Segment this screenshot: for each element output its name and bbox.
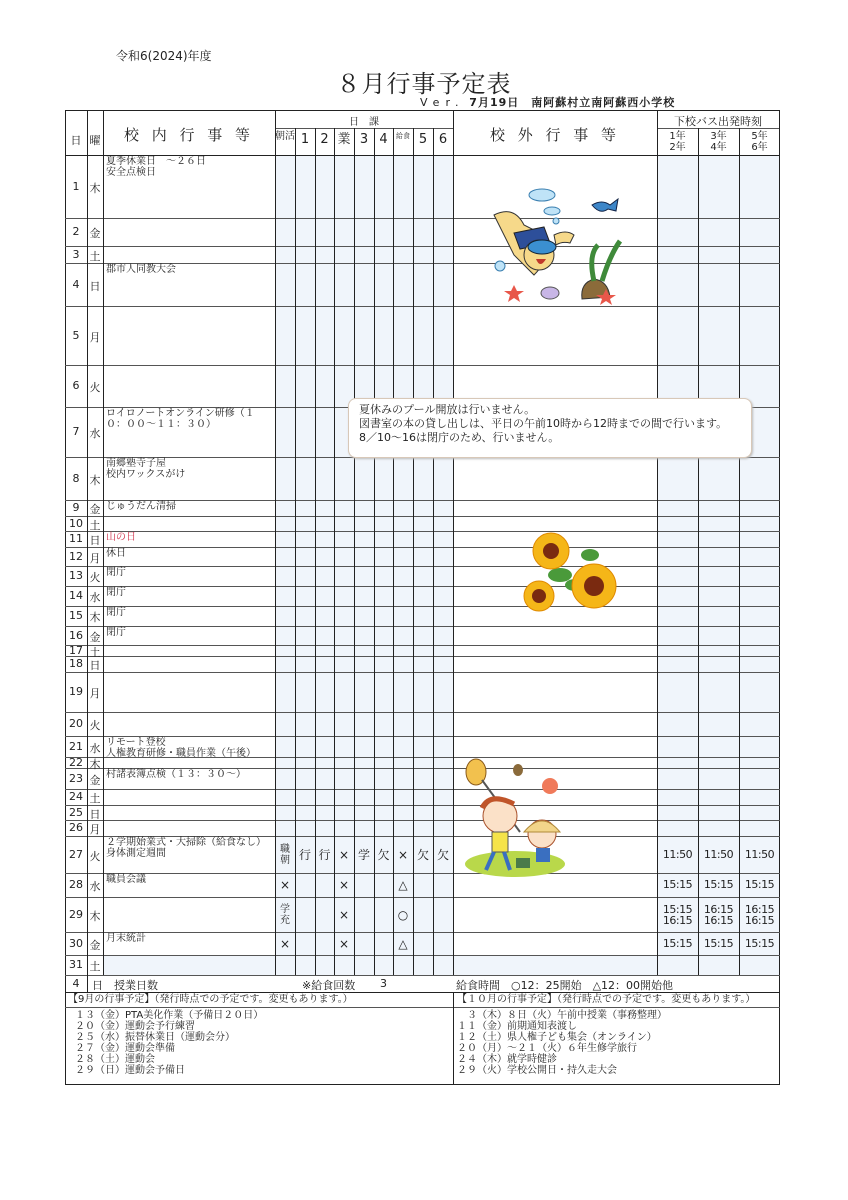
day-number: 9 bbox=[72, 501, 80, 514]
day-number: 30 bbox=[69, 936, 83, 950]
september-heading: 【9月の行事予定】（発行時点での予定です。変更もあります。） bbox=[68, 994, 353, 1005]
day-weekday: 金 bbox=[89, 503, 101, 516]
schedule-mark: × bbox=[338, 847, 350, 862]
footer-divider bbox=[453, 992, 454, 1085]
school-event: 職員会議 bbox=[106, 874, 146, 885]
column-line bbox=[453, 110, 454, 975]
day-number: 12 bbox=[69, 549, 83, 563]
school-event: リモート登校 人権教育研修・職員作業（午後） bbox=[106, 737, 256, 759]
day-number: 24 bbox=[69, 790, 83, 803]
day-weekday: 土 bbox=[89, 249, 101, 263]
day-weekday: 金 bbox=[89, 630, 101, 644]
bus-time: 15:15 16:15 bbox=[662, 902, 693, 927]
school-event: 郡市人同教大会 bbox=[106, 264, 176, 275]
bus-time: 11:50 bbox=[662, 847, 693, 861]
school-event: 休日 bbox=[106, 548, 126, 559]
column-line bbox=[657, 110, 658, 975]
day-weekday: 土 bbox=[89, 645, 101, 659]
day-number: 19 bbox=[69, 685, 83, 698]
bus-time: 15:15 bbox=[744, 878, 775, 891]
header-bus-grade: 3年 4年 bbox=[710, 131, 727, 153]
row-line bbox=[65, 218, 780, 219]
day-number: 10 bbox=[69, 516, 83, 530]
row-line bbox=[65, 306, 780, 307]
day-weekday: 水 bbox=[89, 880, 101, 893]
day-weekday: 土 bbox=[89, 518, 101, 532]
header-weekday: 曜 bbox=[89, 134, 101, 147]
schedule-mark: 職 朝 bbox=[280, 843, 290, 866]
version-label: Ver. bbox=[420, 96, 465, 109]
schedule-mark: △ bbox=[398, 936, 408, 951]
day-number: 18 bbox=[69, 657, 83, 670]
schedule-mark: × bbox=[338, 907, 350, 922]
row-line bbox=[65, 516, 780, 517]
header-period: 朝活 bbox=[275, 131, 295, 142]
row-line bbox=[65, 789, 780, 790]
day-number: 20 bbox=[69, 717, 83, 730]
school-event: ２学期始業式・大掃除（給食なし） 身体測定週間 bbox=[106, 837, 266, 859]
schedule-mark: × bbox=[279, 936, 291, 951]
header-schedule-group: 日 課 bbox=[349, 117, 379, 128]
sunflower-illustration bbox=[520, 530, 620, 620]
day-number: 16 bbox=[69, 628, 83, 642]
schedule-mark: 学 bbox=[357, 847, 370, 862]
lunch-count-value: 3 bbox=[380, 977, 387, 990]
day-weekday: 水 bbox=[89, 741, 101, 755]
kids-illustration bbox=[460, 752, 570, 882]
day-weekday: 日 bbox=[89, 534, 101, 547]
bus-time: 16:15 16:15 bbox=[703, 902, 734, 927]
notice-line: 図書室の本の貸し出しは、平日の午前10時から12時までの間で行います。 bbox=[359, 417, 728, 430]
schedule-mark: × bbox=[397, 847, 409, 862]
totals-divider bbox=[87, 975, 88, 992]
header-bus-grade: 5年 6年 bbox=[751, 131, 768, 153]
day-number: 29 bbox=[69, 907, 83, 921]
day-weekday: 木 bbox=[89, 473, 101, 487]
day-weekday: 土 bbox=[89, 960, 101, 973]
day-weekday: 土 bbox=[89, 792, 101, 805]
bus-time: 15:15 bbox=[703, 936, 734, 950]
row-line bbox=[65, 365, 780, 366]
bus-time: 11:50 bbox=[703, 847, 734, 861]
schedule-mark: × bbox=[338, 878, 350, 892]
schedule-mark: 欠 bbox=[436, 847, 449, 862]
day-weekday: 金 bbox=[89, 773, 101, 787]
bus-time: 15:15 bbox=[662, 878, 693, 891]
day-weekday: 火 bbox=[89, 719, 101, 732]
lunch-count-label: ※給食回数 bbox=[302, 979, 356, 992]
schedule-mark: 欠 bbox=[377, 847, 390, 862]
day-weekday: 火 bbox=[89, 381, 101, 394]
school-event: 閉庁 bbox=[106, 627, 126, 638]
row-line bbox=[65, 820, 780, 821]
fiscal-year: 令和6(2024)年度 bbox=[116, 49, 212, 63]
schedule-mark: 学 充 bbox=[280, 903, 290, 926]
september-item: ２７（金）運動会準備 bbox=[75, 1043, 175, 1054]
bus-time: 15:15 bbox=[703, 878, 734, 891]
day-number: 1 bbox=[72, 179, 80, 193]
school-event: 月末統計 bbox=[106, 933, 146, 944]
class-days-label: 日 授業日数 bbox=[92, 979, 158, 992]
day-number: 25 bbox=[69, 805, 83, 819]
day-number: 22 bbox=[69, 755, 83, 769]
day-weekday: 火 bbox=[89, 849, 101, 863]
day-weekday: 日 bbox=[89, 807, 101, 821]
bus-time: 16:15 16:15 bbox=[744, 902, 775, 927]
schedule-mark: 行 bbox=[298, 847, 311, 862]
october-item: １２（土）県人権子ども集会（オンライン） bbox=[457, 1032, 657, 1043]
day-number: 21 bbox=[69, 739, 83, 753]
row-line bbox=[65, 805, 780, 806]
day-weekday: 日 bbox=[89, 279, 101, 293]
october-item: １１（金）前期通知表渡し bbox=[457, 1021, 577, 1032]
school-event: 閉庁 bbox=[106, 567, 126, 578]
day-number: 27 bbox=[69, 847, 83, 861]
day-number: 7 bbox=[72, 425, 80, 438]
october-item: ２０（月）～２１（火）６年生修学旅行 bbox=[457, 1043, 637, 1054]
row-line bbox=[65, 656, 780, 657]
bus-time: 15:15 bbox=[744, 936, 775, 950]
school-event: 山の日 bbox=[106, 532, 136, 543]
header-period: 6 bbox=[438, 132, 448, 147]
header-period: 5 bbox=[418, 132, 428, 147]
row-line bbox=[65, 955, 780, 956]
schedule-mark: × bbox=[338, 936, 350, 951]
day-number: 15 bbox=[69, 609, 83, 622]
october-heading: 【１０月の行事予定】（発行時点での予定です。変更もあります。） bbox=[457, 994, 756, 1005]
school-event: 村諸表簿点検（１３：３０～） bbox=[106, 769, 246, 780]
day-weekday: 月 bbox=[89, 687, 101, 700]
header-period: 2 bbox=[320, 132, 329, 147]
class-days-value: 4 bbox=[72, 977, 80, 990]
row-line bbox=[65, 672, 780, 673]
schedule-table bbox=[65, 110, 780, 1085]
day-number: 5 bbox=[72, 328, 80, 342]
header-period: 3 bbox=[359, 132, 369, 147]
version-date: 7月19日 bbox=[469, 96, 520, 109]
column-line bbox=[103, 110, 104, 975]
day-number: 13 bbox=[69, 569, 83, 582]
row-line bbox=[65, 897, 780, 898]
notice-box bbox=[348, 398, 752, 458]
october-item: ３（木）８日（火）午前中授業（事務整理） bbox=[457, 1010, 667, 1021]
school-event: 閉庁 bbox=[106, 607, 126, 618]
day-number: 2 bbox=[72, 225, 80, 238]
schedule-mark: ○ bbox=[397, 907, 409, 922]
schedule-mark: 欠 bbox=[416, 847, 429, 862]
header-line bbox=[275, 128, 453, 129]
header-outside-events: 校 外 行 事 等 bbox=[489, 126, 621, 144]
school-event: 閉庁 bbox=[106, 587, 126, 598]
notice-line: 夏休みのプール開放は行いません。 bbox=[359, 403, 536, 416]
september-item: ２５（水）振替休業日（運動会分） bbox=[75, 1032, 235, 1043]
row-line bbox=[65, 712, 780, 713]
day-number: 4 bbox=[72, 277, 80, 291]
day-weekday: 金 bbox=[89, 227, 101, 240]
header-period: 1 bbox=[300, 132, 310, 147]
row-line bbox=[65, 246, 780, 247]
day-number: 11 bbox=[69, 532, 83, 545]
day-weekday: 木 bbox=[89, 909, 101, 923]
september-item: ２８（土）運動会 bbox=[75, 1054, 155, 1065]
school-event: ロイロノートオンライン研修（１ ０：００～１１：３０） bbox=[106, 408, 255, 430]
school-event: 夏季休業日 ～２６日 安全点検日 bbox=[106, 156, 206, 178]
schedule-mark: 行 bbox=[318, 847, 331, 862]
diver-illustration bbox=[484, 185, 634, 305]
bus-time: 15:15 bbox=[662, 936, 693, 950]
day-weekday: 木 bbox=[89, 757, 101, 771]
day-weekday: 月 bbox=[89, 823, 101, 836]
day-weekday: 火 bbox=[89, 571, 101, 584]
lunch-time: 給食時間 ○12：25開始 △12：00開始他 bbox=[456, 979, 674, 992]
bus-time: 11:50 bbox=[744, 847, 775, 861]
day-number: 3 bbox=[72, 247, 80, 261]
footer-head-line bbox=[65, 1007, 780, 1008]
schedule-mark: × bbox=[279, 878, 291, 892]
day-weekday: 日 bbox=[89, 659, 101, 672]
header-bus-grade: 1年 2年 bbox=[669, 131, 686, 153]
october-item: ２４（木）就学時健診 bbox=[457, 1054, 557, 1065]
september-item: ２０（金）運動会予行練習 bbox=[75, 1021, 195, 1032]
header-period: 4 bbox=[379, 132, 388, 147]
notice-line: 8／10～16は閉庁のため、行いません。 bbox=[359, 431, 560, 444]
row-line bbox=[65, 645, 780, 646]
schedule-mark: △ bbox=[398, 878, 408, 892]
day-weekday: 月 bbox=[89, 330, 101, 344]
version-line bbox=[420, 94, 675, 110]
day-weekday: 水 bbox=[89, 591, 101, 604]
header-school-events: 校 内 行 事 等 bbox=[123, 126, 255, 144]
day-weekday: 木 bbox=[89, 611, 101, 624]
header-bus-group: 下校バス出発時刻 bbox=[674, 115, 762, 128]
school-name: 南阿蘇村立南阿蘇西小学校 bbox=[531, 96, 676, 109]
day-weekday: 木 bbox=[89, 181, 101, 195]
day-number: 31 bbox=[69, 958, 83, 971]
school-event: 南郷塾寺子屋 校内ワックスがけ bbox=[106, 458, 186, 480]
row-line bbox=[65, 975, 780, 976]
day-number: 8 bbox=[72, 471, 80, 485]
header-period: 業 bbox=[337, 132, 351, 147]
page-title: ８月行事予定表 bbox=[336, 70, 512, 98]
day-weekday: 水 bbox=[89, 427, 101, 440]
day-number: 26 bbox=[69, 821, 83, 834]
day-number: 14 bbox=[69, 589, 83, 602]
day-number: 28 bbox=[69, 878, 83, 891]
october-item: ２９（火）学校公開日・持久走大会 bbox=[457, 1065, 617, 1076]
day-weekday: 金 bbox=[89, 938, 101, 952]
header-period: 給食 bbox=[396, 132, 410, 140]
day-number: 6 bbox=[72, 379, 80, 392]
school-event: じゅうだん清掃 bbox=[106, 501, 176, 512]
day-number: 23 bbox=[69, 771, 83, 785]
day-number: 17 bbox=[69, 643, 83, 657]
header-day: 日 bbox=[70, 134, 82, 147]
september-item: １３（金）PTA美化作業（予備日２０日） bbox=[75, 1010, 264, 1021]
day-weekday: 月 bbox=[89, 551, 101, 565]
september-item: ２９（日）運動会予備日 bbox=[75, 1065, 185, 1076]
